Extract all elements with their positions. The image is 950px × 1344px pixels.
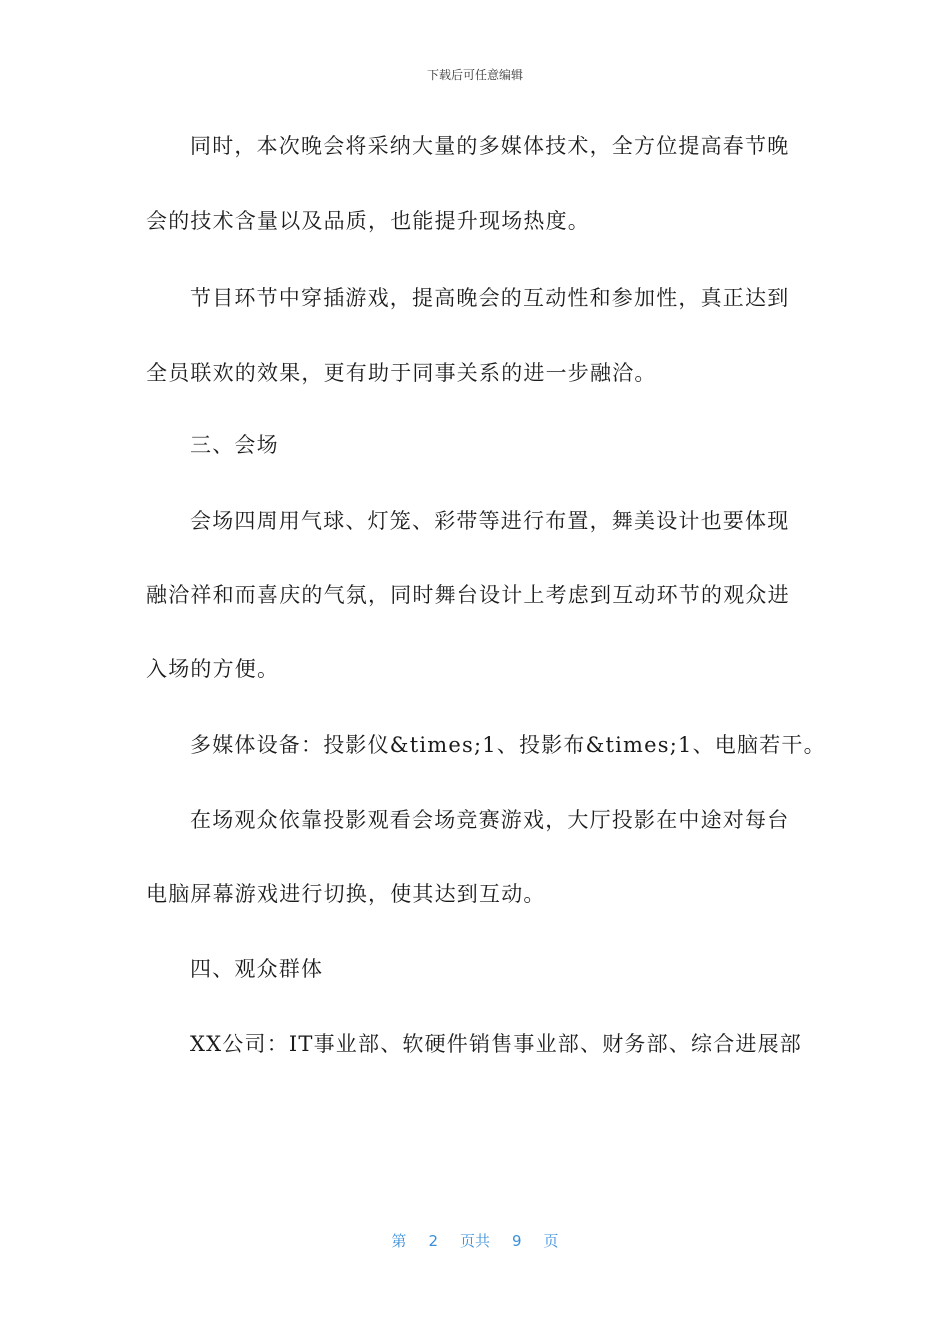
- current-page-number: 2: [428, 1232, 438, 1250]
- total-pages-number: 9: [512, 1232, 522, 1250]
- section-heading: 三、会场: [190, 433, 279, 457]
- page-label-prefix: 第: [391, 1232, 407, 1250]
- paragraph-line: 同时，本次晚会将采纳大量的多媒体技术，全方位提高春节晚: [190, 134, 790, 158]
- page-label-suffix: 页: [543, 1232, 559, 1250]
- paragraph-line: 入场的方便。: [146, 657, 280, 681]
- page-header: 下载后可任意编辑: [426, 68, 523, 82]
- paragraph-line: XX公司：IT事业部、软硬件销售事业部、财务部、综合进展部: [190, 1032, 803, 1056]
- paragraph-line: 全员联欢的效果，更有助于同事关系的进一步融洽。: [146, 361, 657, 385]
- section-heading: 四、观众群体: [190, 957, 324, 981]
- paragraph-line: 会场四周用气球、灯笼、彩带等进行布置，舞美设计也要体现: [190, 509, 790, 533]
- paragraph-line: 电脑屏幕游戏进行切换，使其达到互动。: [146, 882, 546, 906]
- paragraph-line: 融洽祥和而喜庆的气氛，同时舞台设计上考虑到互动环节的观众进: [146, 583, 790, 607]
- paragraph-line: 在场观众依靠投影观看会场竞赛游戏，大厅投影在中途对每台: [190, 808, 790, 832]
- paragraph-line: 节目环节中穿插游戏，提高晚会的互动性和参加性，真正达到: [190, 286, 790, 310]
- paragraph-line: 多媒体设备：投影仪&times;1、投影布&times;1、电脑若干。: [190, 733, 826, 757]
- paragraph-line: 会的技术含量以及品质，也能提升现场热度。: [146, 209, 590, 233]
- page-footer: [0, 1230, 950, 1251]
- page-label-mid: 页共: [459, 1232, 490, 1250]
